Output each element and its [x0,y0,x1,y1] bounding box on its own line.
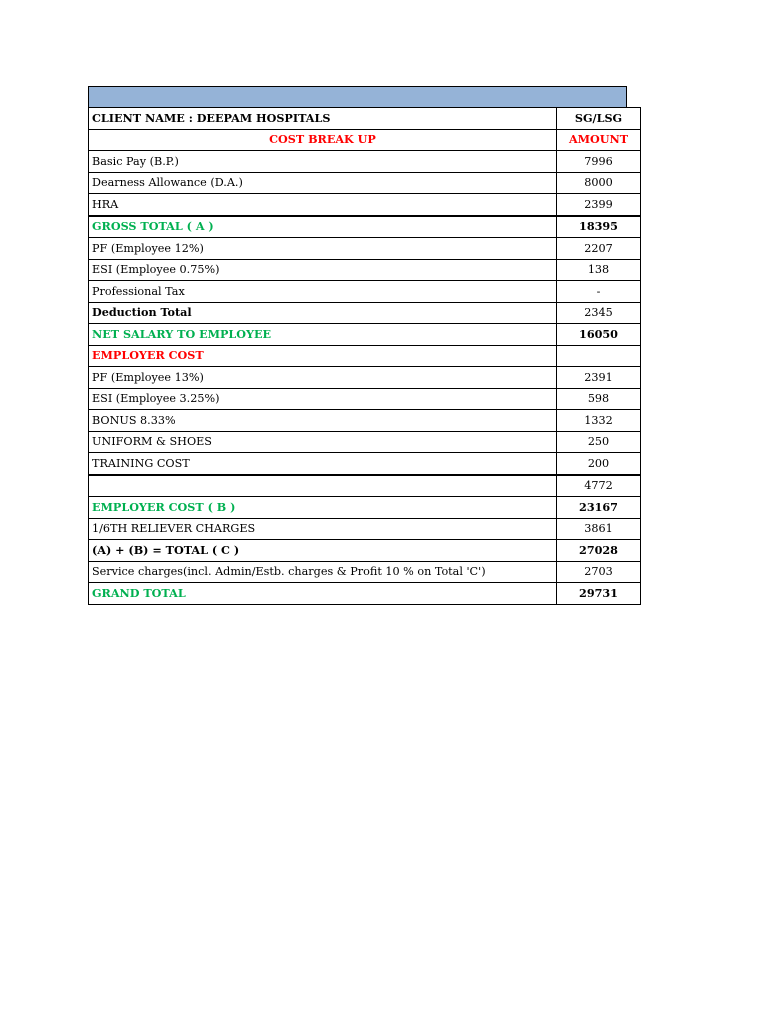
cost-table-body [89,108,641,605]
table-row [89,410,641,432]
row-amount: 8000 [557,172,641,194]
table-row [89,497,641,519]
row-label [89,475,557,497]
table-row [89,302,641,324]
table-row [89,238,641,260]
table-row [89,345,641,367]
row-amount: 2703 [557,561,641,583]
row-amount: 3861 [557,518,641,540]
row-amount: 2207 [557,238,641,260]
table-row [89,540,641,562]
row-amount: 27028 [557,540,641,562]
row-amount: 18395 [557,216,641,238]
row-amount: 29731 [557,583,641,605]
table-row [89,475,641,497]
row-label: EMPLOYER COST [89,345,557,367]
row-amount: 16050 [557,324,641,346]
table-row [89,259,641,281]
row-label: GRAND TOTAL [89,583,557,605]
table-row [89,216,641,238]
row-label: (A) + (B) = TOTAL ( C ) [89,540,557,562]
table-row [89,194,641,216]
row-label: Dearness Allowance (D.A.) [89,172,557,194]
grade-label: SG/LSG [557,108,641,130]
cost-sheet [88,86,627,605]
table-row [89,324,641,346]
row-label: EMPLOYER COST ( B ) [89,497,557,519]
row-label: ESI (Employee 3.25%) [89,388,557,410]
cost-break-up-heading: COST BREAK UP [89,129,557,151]
column-header-row [89,129,641,151]
table-row [89,151,641,173]
row-label: Professional Tax [89,281,557,303]
client-row [89,108,641,130]
row-label: PF (Employee 13%) [89,367,557,389]
row-amount: 23167 [557,497,641,519]
row-label: TRAINING COST [89,453,557,475]
row-amount: 250 [557,431,641,453]
row-amount [557,345,641,367]
client-name: CLIENT NAME : DEEPAM HOSPITALS [89,108,557,130]
row-label: Service charges(incl. Admin/Estb. charges & Profit 10 % on Total 'C') [89,561,557,583]
row-amount: 2399 [557,194,641,216]
row-label: HRA [89,194,557,216]
table-row [89,388,641,410]
row-label: Basic Pay (B.P.) [89,151,557,173]
row-amount: 2391 [557,367,641,389]
row-label: 1/6TH RELIEVER CHARGES [89,518,557,540]
row-amount: 2345 [557,302,641,324]
row-amount: - [557,281,641,303]
table-row [89,281,641,303]
row-label: NET SALARY TO EMPLOYEE [89,324,557,346]
row-label: BONUS 8.33% [89,410,557,432]
row-amount: 7996 [557,151,641,173]
header-banner [88,86,627,107]
table-row [89,367,641,389]
table-row [89,583,641,605]
table-row [89,561,641,583]
table-row [89,172,641,194]
amount-heading: AMOUNT [557,129,641,151]
row-label: PF (Employee 12%) [89,238,557,260]
row-amount: 4772 [557,475,641,497]
row-label: Deduction Total [89,302,557,324]
row-amount: 138 [557,259,641,281]
row-amount: 200 [557,453,641,475]
row-label: ESI (Employee 0.75%) [89,259,557,281]
table-row [89,518,641,540]
row-label: UNIFORM & SHOES [89,431,557,453]
row-amount: 1332 [557,410,641,432]
row-amount: 598 [557,388,641,410]
row-label: GROSS TOTAL ( A ) [89,216,557,238]
table-row [89,453,641,475]
table-row [89,431,641,453]
cost-table [88,107,641,605]
